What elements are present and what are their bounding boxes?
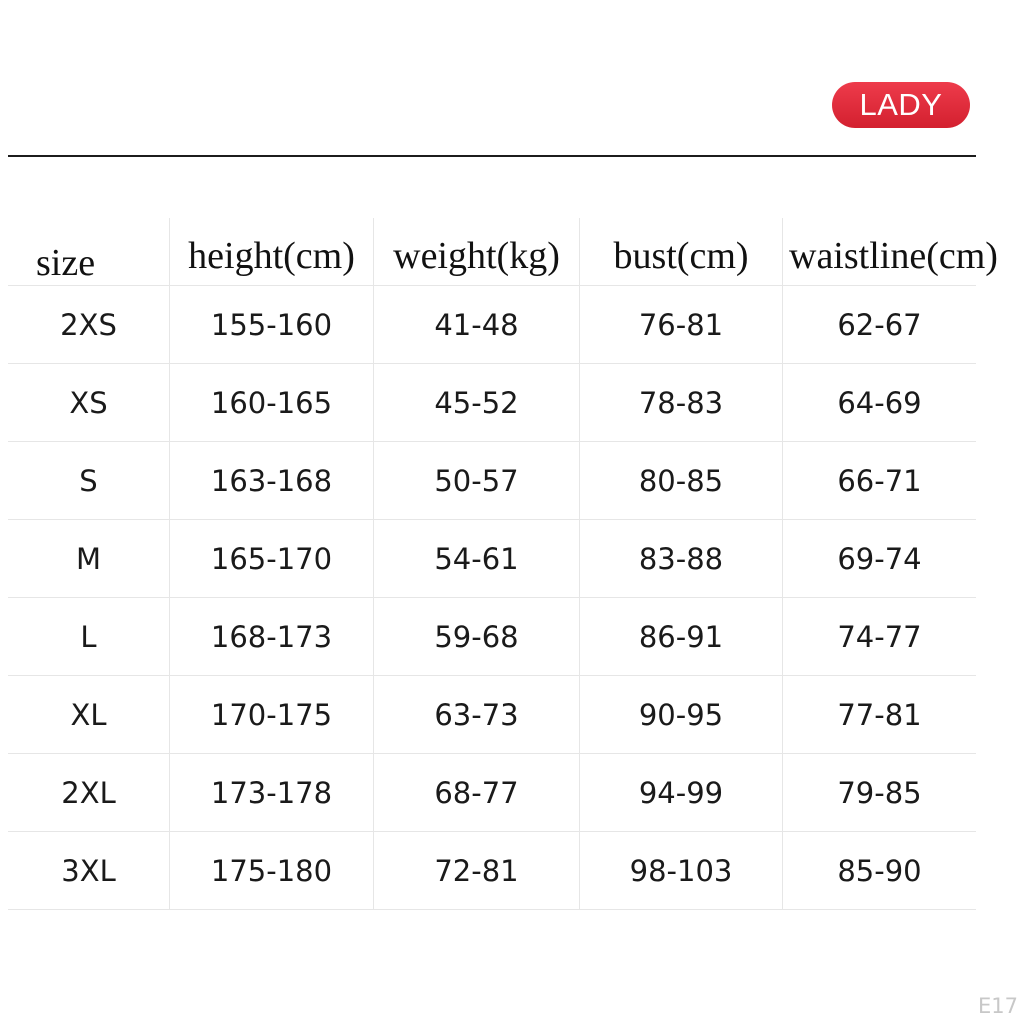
- height-cell: 175-180: [170, 832, 374, 909]
- header-bust: bust(cm): [580, 218, 783, 285]
- bust-cell: 90-95: [580, 676, 783, 753]
- waistline-cell: 85-90: [837, 853, 922, 888]
- bust-cell: 76-81: [580, 286, 783, 363]
- height-cell: 173-178: [170, 754, 374, 831]
- size-chart-table: [8, 218, 998, 910]
- size-cell: L: [8, 598, 170, 675]
- waistline-cell: 77-81: [837, 697, 922, 732]
- size-cell: XS: [8, 364, 170, 441]
- bust-cell: 83-88: [580, 520, 783, 597]
- table-row: [8, 520, 976, 598]
- size-cell: M: [8, 520, 170, 597]
- height-cell: 160-165: [170, 364, 374, 441]
- size-cell: 2XS: [8, 286, 170, 363]
- weight-cell: 68-77: [374, 754, 580, 831]
- waistline-cell: 74-77: [837, 619, 922, 654]
- waistline-cell: 69-74: [837, 541, 922, 576]
- bust-cell: 94-99: [580, 754, 783, 831]
- height-cell: 163-168: [170, 442, 374, 519]
- weight-cell: 45-52: [374, 364, 580, 441]
- lady-badge: LADY: [832, 82, 970, 128]
- waistline-cell: 79-85: [837, 775, 922, 810]
- bust-cell: 98-103: [580, 832, 783, 909]
- table-row: [8, 754, 976, 832]
- waistline-cell: 62-67: [837, 307, 922, 342]
- size-cell: XL: [8, 676, 170, 753]
- height-cell: 165-170: [170, 520, 374, 597]
- height-cell: 155-160: [170, 286, 374, 363]
- bust-cell: 86-91: [580, 598, 783, 675]
- table-row: [8, 598, 976, 676]
- table-row: [8, 676, 976, 754]
- table-row: [8, 364, 976, 442]
- header-waistline: waistline(cm): [789, 234, 998, 277]
- header-divider: [8, 155, 976, 157]
- height-cell: 170-175: [170, 676, 374, 753]
- weight-cell: 59-68: [374, 598, 580, 675]
- height-cell: 168-173: [170, 598, 374, 675]
- weight-cell: 63-73: [374, 676, 580, 753]
- bust-cell: 78-83: [580, 364, 783, 441]
- weight-cell: 50-57: [374, 442, 580, 519]
- table-row: [8, 442, 976, 520]
- weight-cell: 41-48: [374, 286, 580, 363]
- watermark-code: E17: [978, 994, 1018, 1018]
- size-cell: 3XL: [8, 832, 170, 909]
- table-header-row: [8, 218, 998, 286]
- table-row: [8, 832, 976, 910]
- header-weight: weight(kg): [374, 218, 580, 285]
- waistline-cell: 64-69: [837, 385, 922, 420]
- waistline-cell: 66-71: [837, 463, 922, 498]
- weight-cell: 72-81: [374, 832, 580, 909]
- bust-cell: 80-85: [580, 442, 783, 519]
- header-size: size: [8, 218, 170, 285]
- size-cell: S: [8, 442, 170, 519]
- header-height: height(cm): [170, 218, 374, 285]
- table-row: [8, 286, 976, 364]
- size-cell: 2XL: [8, 754, 170, 831]
- weight-cell: 54-61: [374, 520, 580, 597]
